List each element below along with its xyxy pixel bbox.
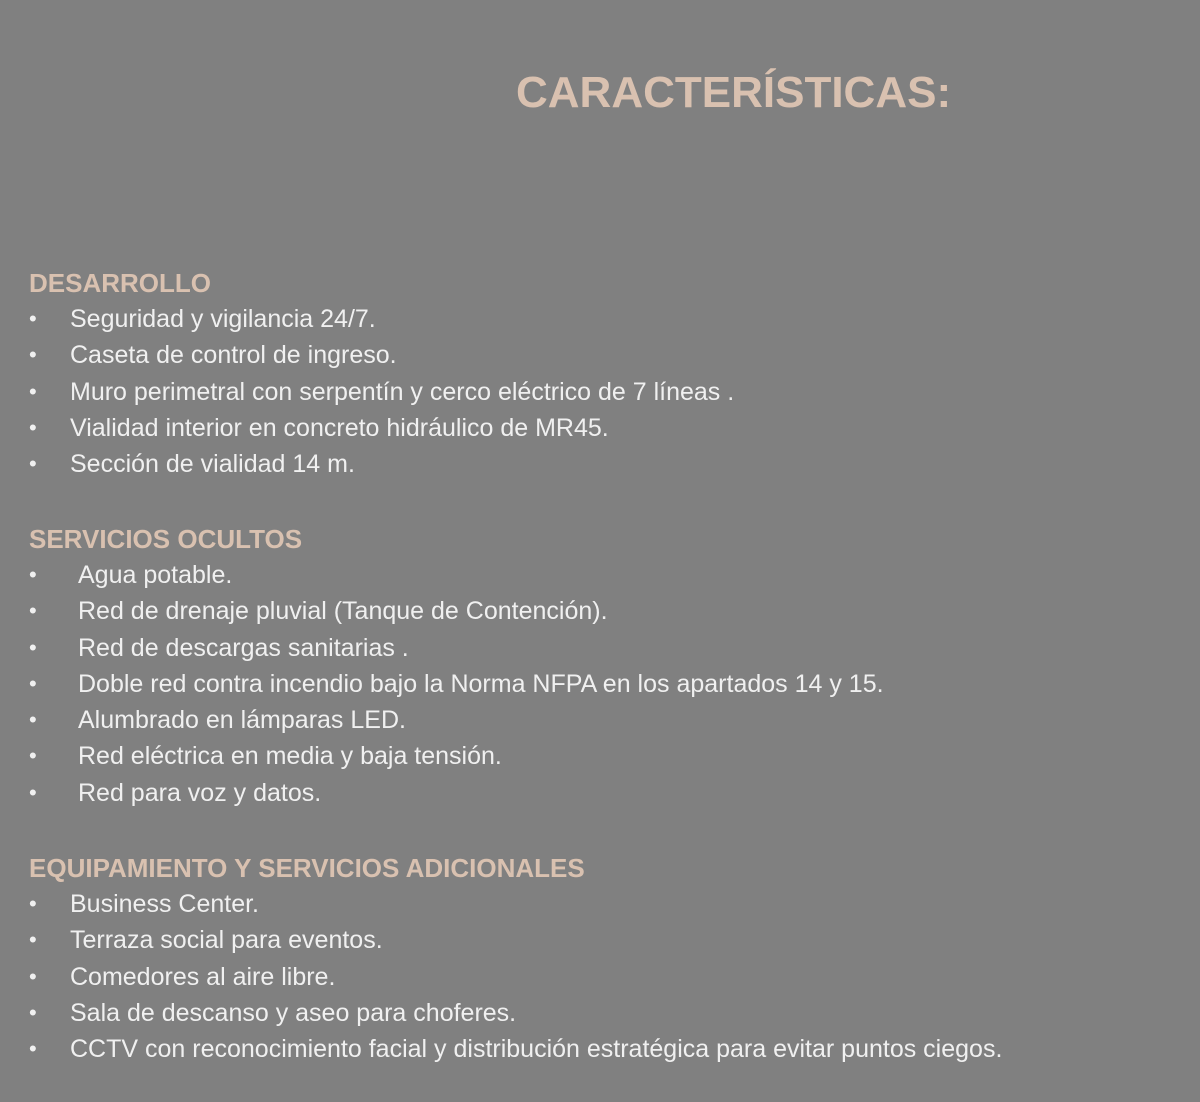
list-item [29,593,1189,629]
section-servicios-ocultos [29,521,1189,811]
list-item-text: Vialidad interior en concreto hidráulico de MR45. [70,413,609,442]
section-equipamiento [29,850,1189,1067]
list-item [29,301,1189,337]
bullet-icon: • [29,414,37,440]
list-item [29,775,1189,811]
list-item-text: Doble red contra incendio bajo la Norma NFPA en los apartados 14 y 15. [78,669,884,698]
bullet-icon: • [29,342,37,368]
bullet-icon: • [29,306,37,331]
list-item [29,995,1189,1031]
list-item [29,666,1189,702]
bullet-icon: • [29,598,37,624]
page-title: CARACTERÍSTICAS: [516,68,952,117]
item-list [29,557,1189,811]
list-item [29,886,1189,922]
bullet-icon: • [29,634,37,660]
list-item-text: Business Center. [70,890,259,918]
bullet-icon: • [29,562,37,587]
list-item [29,922,1189,958]
list-item-text: Seguridad y vigilancia 24/7. [70,305,376,333]
list-item-text: Agua potable. [78,561,233,589]
bullet-icon: • [29,743,37,769]
list-item [29,337,1189,373]
bullet-icon: • [29,378,37,404]
list-item-text: CCTV con reconocimiento facial y distribución estratégica para evitar puntos ciegos. [70,1035,1003,1064]
list-item-text: Sección de vialidad 14 m. [70,450,355,479]
bullet-icon: • [29,999,37,1025]
list-item-text: Muro perimetral con serpentín y cerco eléctrico de 7 líneas . [70,377,735,406]
section-heading: SERVICIOS OCULTOS [29,524,303,554]
bullet-icon: • [29,927,37,953]
list-item-text: Red para voz y datos. [78,778,322,807]
bullet-icon: • [29,670,37,696]
bullet-icon: • [29,1036,37,1062]
list-item [29,374,1189,410]
item-list [29,886,1189,1067]
list-item [29,702,1189,738]
bullet-icon: • [29,891,37,916]
bullet-icon: • [29,779,37,805]
list-item-text: Red de descargas sanitarias . [78,633,409,662]
list-item-text: Red de drenaje pluvial (Tanque de Contención). [78,597,608,626]
list-item-text: Caseta de control de ingreso. [70,341,397,370]
section-heading: DESARROLLO [29,268,211,298]
bullet-icon: • [29,707,37,733]
list-item [29,959,1189,995]
list-item [29,446,1189,482]
list-item [29,1031,1189,1067]
list-item-text: Sala de descanso y aseo para choferes. [70,998,517,1027]
list-item [29,410,1189,446]
bullet-icon: • [29,451,37,477]
list-item-text: Alumbrado en lámparas LED. [78,706,406,735]
list-item-text: Red eléctrica en media y baja tensión. [78,742,502,771]
list-item [29,738,1189,774]
list-item [29,630,1189,666]
list-item-text: Terraza social para eventos. [70,926,383,955]
section-desarrollo [29,265,1189,482]
item-list [29,301,1189,482]
bullet-icon: • [29,963,37,989]
list-item-text: Comedores al aire libre. [70,962,336,991]
section-heading: EQUIPAMIENTO Y SERVICIOS ADICIONALES [29,853,585,883]
list-item [29,557,1189,593]
